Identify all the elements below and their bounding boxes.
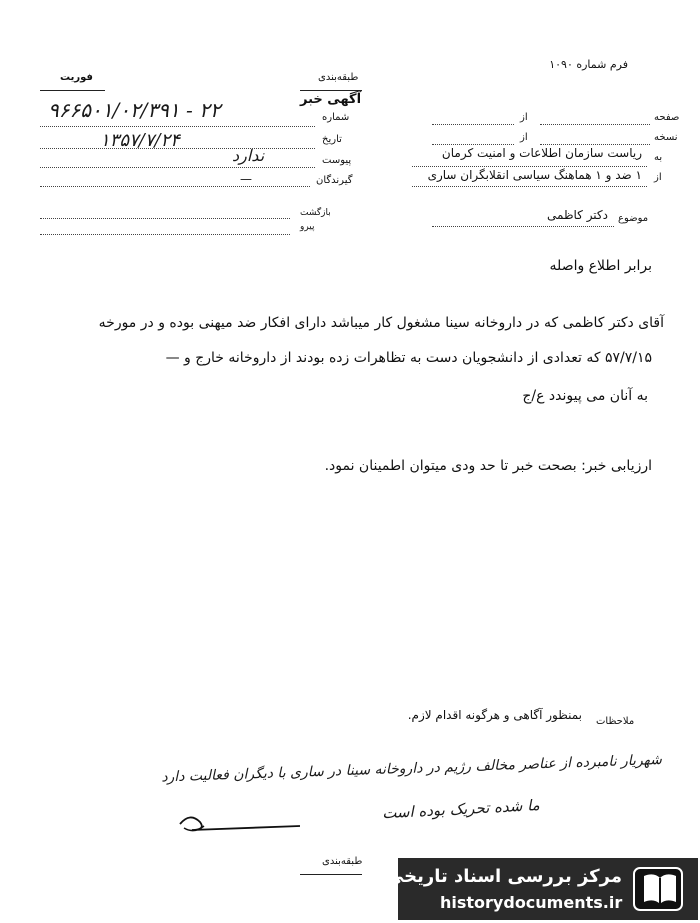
att2-label: پیرو [300, 222, 315, 232]
logo-url: historydocuments.ir [440, 893, 623, 912]
subject-value: دکتر کاظمی [547, 208, 608, 222]
body-line-2: ۵۷/۷/۱۵ که تعدادی از دانشجویان دست به تظاهرات زده بودند از داروخانه خارج و — [165, 350, 652, 366]
att2-field-line [40, 234, 290, 235]
source-note: برابر اطلاع واصله [549, 258, 652, 274]
copy-of-label: از [520, 132, 528, 143]
page-label: صفحه [654, 112, 680, 123]
date-field-line [40, 148, 315, 149]
recipients-field-line [40, 186, 310, 187]
handwritten-note-1: شهریار نامبرده از عناصر مخالف رژیم در داروخانه سینا در ساری با دیگران فعالیت دارد [161, 752, 663, 786]
to-value: ریاست سازمان اطلاعات و امنیت کرمان [441, 146, 642, 160]
to-field-line [412, 166, 647, 167]
page-field-line-2 [432, 124, 514, 125]
copy-field-line [540, 144, 650, 145]
from-label: از [654, 172, 662, 183]
handwritten-note-2: ما شده تحریک بوده است [382, 796, 541, 823]
subject-label: موضوع [618, 213, 649, 224]
return-label: بازگشت [300, 208, 331, 218]
from-field-line [412, 186, 647, 187]
date-label: تاریخ [322, 134, 342, 145]
handwritten-number: ۹۶۶۵۰۱/۰۲/۳۹۱ - ۲۲ [48, 98, 221, 122]
copy-label: نسخه [654, 132, 678, 143]
attachment-field-line [40, 167, 315, 168]
number-field-line [40, 126, 315, 127]
body-line-3: به آنان می پیوندد ع/ج [522, 388, 648, 404]
page-of-label: از [520, 112, 528, 123]
classification-top: طبقه‌بندی [318, 72, 359, 83]
book-logo-icon [630, 862, 688, 916]
signature-mark [170, 808, 310, 838]
classification-bottom-underline [300, 874, 362, 875]
remarks-label: ملاحظات [596, 716, 635, 727]
form-number: فرم شماره ۱۰۹۰ [549, 58, 628, 71]
assessment-text: ارزیابی خبر: بصحت خبر تا حد ودی میتوان اطمینان نمود. [324, 458, 652, 474]
urgency-underline [40, 90, 105, 91]
logo-title: مرکز بررسی اسناد تاریخی [385, 866, 622, 887]
remarks-value: بمنظور آگاهی و هرگونه اقدام لازم. [407, 708, 582, 722]
doc-title: آگهی خبر [300, 92, 362, 107]
to-label: به [654, 152, 663, 163]
copy-field-line-2 [432, 144, 514, 145]
attachment-label: پیوست [322, 155, 352, 166]
number-label: شماره [322, 112, 350, 123]
page-field-line [540, 124, 650, 125]
handwritten-attachment: ندارد [232, 146, 265, 165]
return-field-line [40, 218, 290, 219]
recipients-label: گیرندگان [316, 175, 353, 186]
body-line-1: آقای دکتر کاظمی که در داروخانه سینا مشغول کار میباشد دارای افکار ضد میهنی بوده و در مورخه [98, 315, 664, 331]
classification-bottom: طبقه‌بندی [322, 856, 363, 867]
from-value: ۱ ضد و ۱ هماهنگ سیاسی انقلابگران ساری [427, 168, 642, 182]
recipients-value: — [240, 172, 252, 186]
handwritten-date: ۱۳۵۷/۷/۲۴ [100, 130, 180, 151]
classification-underline [300, 90, 362, 91]
subject-field-line [432, 226, 614, 227]
urgency-label: فوریت [60, 72, 93, 83]
